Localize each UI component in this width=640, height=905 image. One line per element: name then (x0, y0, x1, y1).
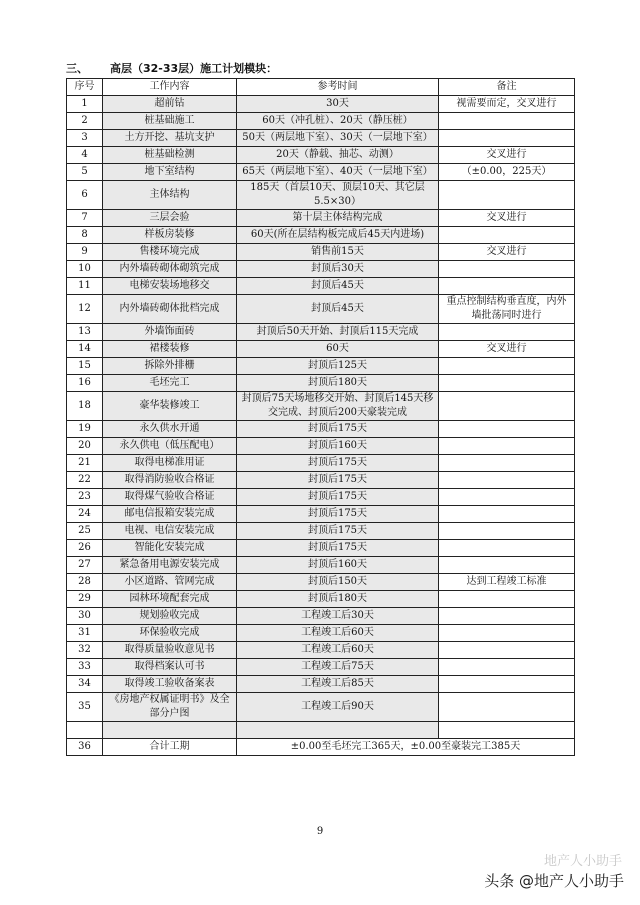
table-row (67, 181, 575, 210)
cell-note: （±0.00，225天） (439, 164, 575, 181)
table-row (67, 358, 575, 375)
cell-note (439, 693, 575, 722)
table-row (67, 676, 575, 693)
construction-plan-table (66, 78, 575, 756)
cell-no: 11 (67, 278, 103, 295)
cell-task: 内外墙砖砌体砌筑完成 (103, 261, 237, 278)
page-number: 9 (316, 826, 324, 837)
cell-time: 销售前15天 (237, 244, 439, 261)
cell-task: 售楼环境完成 (103, 244, 237, 261)
cell-time: 50天（两层地下室）、30天（一层地下室） (237, 130, 439, 147)
cell-no: 25 (67, 523, 103, 540)
cell-task: 永久供电（低压配电） (103, 438, 237, 455)
table-row (67, 147, 575, 164)
table-row (67, 295, 575, 324)
table-row (67, 438, 575, 455)
cell-task: 裙楼装修 (103, 341, 237, 358)
cell-no: 15 (67, 358, 103, 375)
cell-task: 取得消防验收合格证 (103, 472, 237, 489)
cell-task: 桩基础施工 (103, 113, 237, 130)
cell-note (439, 227, 575, 244)
cell-note: 重点控制结构垂直度，内外墙批荡同时进行 (439, 295, 575, 324)
cell-no: 32 (67, 642, 103, 659)
cell-time: 封顶后45天 (237, 278, 439, 295)
cell-time: 封顶后175天 (237, 506, 439, 523)
cell-no: 7 (67, 210, 103, 227)
cell-no: 21 (67, 455, 103, 472)
cell-no: 4 (67, 147, 103, 164)
cell-no: 6 (67, 181, 103, 210)
cell-time: 封顶后175天 (237, 472, 439, 489)
cell-no: 12 (67, 295, 103, 324)
table-row (67, 210, 575, 227)
cell-no: 26 (67, 540, 103, 557)
cell-task: 地下室结构 (103, 164, 237, 181)
cell-time: 封顶后175天 (237, 421, 439, 438)
cell-no: 3 (67, 130, 103, 147)
cell-time: 工程竣工后75天 (237, 659, 439, 676)
cell-time: 封顶后175天 (237, 540, 439, 557)
cell-no: 23 (67, 489, 103, 506)
cell-time: 封顶后180天 (237, 375, 439, 392)
table-row (67, 591, 575, 608)
cell-time: 封顶后160天 (237, 557, 439, 574)
cell-task: 取得质量验收意见书 (103, 642, 237, 659)
cell-no: 14 (67, 341, 103, 358)
cell-time: 封顶后45天 (237, 295, 439, 324)
cell-time: 工程竣工后90天 (237, 693, 439, 722)
cell-note (439, 455, 575, 472)
cell-no: 1 (67, 96, 103, 113)
cell-task: 拆除外排栅 (103, 358, 237, 375)
cell-task: 豪华装修竣工 (103, 392, 237, 421)
table-header-row (67, 79, 575, 96)
cell-note (439, 375, 575, 392)
table-row (67, 375, 575, 392)
cell-time: 封顶后50天开始、封顶后115天完成 (237, 324, 439, 341)
table-row (67, 523, 575, 540)
header-task: 工作内容 (103, 79, 237, 96)
table-row (67, 642, 575, 659)
cell-task: 主体结构 (103, 181, 237, 210)
table-row (67, 722, 575, 739)
cell-task: 外墙饰面砖 (103, 324, 237, 341)
table-row (67, 164, 575, 181)
cell-time: 封顶后175天 (237, 523, 439, 540)
total-label: 合计工期 (103, 739, 237, 756)
cell-task: 紧急备用电源安装完成 (103, 557, 237, 574)
cell-note (439, 676, 575, 693)
cell-note (439, 358, 575, 375)
cell-time: 工程竣工后60天 (237, 625, 439, 642)
section-number: 三、 (66, 62, 88, 75)
cell-time: 封顶后30天 (237, 261, 439, 278)
table-row (67, 625, 575, 642)
table-row (67, 693, 575, 722)
cell-no: 30 (67, 608, 103, 625)
cell-task: 内外墙砖砌体批档完成 (103, 295, 237, 324)
cell-note: 交叉进行 (439, 210, 575, 227)
cell-note: 交叉进行 (439, 244, 575, 261)
table-row (67, 659, 575, 676)
cell-time: 60天(所在层结构板完成后45天内进场) (237, 227, 439, 244)
total-no: 36 (67, 739, 103, 756)
cell-no: 18 (67, 392, 103, 421)
table-row (67, 392, 575, 421)
section-heading (66, 60, 277, 76)
table-row (67, 421, 575, 438)
cell-no: 35 (67, 693, 103, 722)
total-value: ±0.00至毛坯完工365天，±0.00至豪装完工385天 (237, 739, 575, 756)
cell-note (439, 722, 575, 739)
cell-note (439, 489, 575, 506)
table-row (67, 506, 575, 523)
cell-no: 8 (67, 227, 103, 244)
table-row (67, 96, 575, 113)
cell-task: 样板房装修 (103, 227, 237, 244)
table-row (67, 324, 575, 341)
table-row (67, 489, 575, 506)
table-row (67, 341, 575, 358)
cell-note (439, 324, 575, 341)
cell-task: 智能化安装完成 (103, 540, 237, 557)
cell-note: 交叉进行 (439, 147, 575, 164)
cell-task: 园林环境配套完成 (103, 591, 237, 608)
header-note: 备注 (439, 79, 575, 96)
cell-no: 29 (67, 591, 103, 608)
table-row (67, 227, 575, 244)
cell-note (439, 438, 575, 455)
cell-time (237, 722, 439, 739)
cell-time: 工程竣工后30天 (237, 608, 439, 625)
cell-no: 27 (67, 557, 103, 574)
cell-time: 30天 (237, 96, 439, 113)
header-time: 参考时间 (237, 79, 439, 96)
cell-no: 10 (67, 261, 103, 278)
cell-task: 环保验收完成 (103, 625, 237, 642)
table-row (67, 113, 575, 130)
cell-no: 22 (67, 472, 103, 489)
table-row (67, 472, 575, 489)
cell-note: 达到工程竣工标准 (439, 574, 575, 591)
cell-note (439, 261, 575, 278)
cell-task (103, 722, 237, 739)
cell-task: 永久供水开通 (103, 421, 237, 438)
cell-time: 封顶后180天 (237, 591, 439, 608)
cell-no: 9 (67, 244, 103, 261)
cell-no: 19 (67, 421, 103, 438)
cell-no: 16 (67, 375, 103, 392)
cell-time: 第十层主体结构完成 (237, 210, 439, 227)
cell-no: 13 (67, 324, 103, 341)
cell-note (439, 421, 575, 438)
cell-task: 取得电梯准用证 (103, 455, 237, 472)
cell-time: 工程竣工后85天 (237, 676, 439, 693)
cell-no: 2 (67, 113, 103, 130)
cell-note (439, 523, 575, 540)
table-row (67, 574, 575, 591)
cell-time: 工程竣工后60天 (237, 642, 439, 659)
cell-time: 封顶后175天 (237, 455, 439, 472)
cell-no: 28 (67, 574, 103, 591)
cell-task: 土方开挖、基坑支护 (103, 130, 237, 147)
cell-task: 规划验收完成 (103, 608, 237, 625)
cell-note (439, 181, 575, 210)
cell-task: 超前钻 (103, 96, 237, 113)
cell-note (439, 113, 575, 130)
watermark-text: 头条 @地产人小助手 (484, 872, 624, 890)
cell-task: 电视、电信安装完成 (103, 523, 237, 540)
table-row (67, 455, 575, 472)
cell-task: 取得档案认可书 (103, 659, 237, 676)
cell-time: 封顶后75天场地移交开始、封顶后145天移交完成、封顶后200天豪装完成 (237, 392, 439, 421)
cell-time: 封顶后160天 (237, 438, 439, 455)
cell-time: 185天（首层10天、顶层10天、其它层5.5×30） (237, 181, 439, 210)
cell-time: 60天 (237, 341, 439, 358)
cell-task: 邮电信报箱安装完成 (103, 506, 237, 523)
cell-no (67, 722, 103, 739)
cell-note (439, 557, 575, 574)
cell-task: 毛坯完工 (103, 375, 237, 392)
cell-task: 取得煤气验收合格证 (103, 489, 237, 506)
table-row (67, 278, 575, 295)
cell-time: 60天（冲孔桩）、20天（静压桩） (237, 113, 439, 130)
cell-note (439, 392, 575, 421)
cell-task: 三层会验 (103, 210, 237, 227)
cell-note (439, 278, 575, 295)
cell-no: 34 (67, 676, 103, 693)
cell-task: 取得竣工验收备案表 (103, 676, 237, 693)
cell-note: 交叉进行 (439, 341, 575, 358)
table-row (67, 130, 575, 147)
table-row (67, 540, 575, 557)
watermark (484, 854, 624, 891)
cell-note (439, 642, 575, 659)
cell-task: 桩基础检测 (103, 147, 237, 164)
cell-note (439, 608, 575, 625)
cell-time: 65天（两层地下室）、40天（一层地下室） (237, 164, 439, 181)
cell-no: 33 (67, 659, 103, 676)
cell-time: 20天（静载、抽芯、动测） (237, 147, 439, 164)
table-row (67, 244, 575, 261)
cell-time: 封顶后150天 (237, 574, 439, 591)
table-row (67, 261, 575, 278)
cell-note (439, 625, 575, 642)
header-no: 序号 (67, 79, 103, 96)
table-row (67, 608, 575, 625)
cell-note (439, 472, 575, 489)
cell-note: 视需要而定，交叉进行 (439, 96, 575, 113)
watermark-ghost: 地产人小助手 (543, 854, 622, 869)
cell-task: 电梯安装场地移交 (103, 278, 237, 295)
cell-no: 5 (67, 164, 103, 181)
cell-note (439, 591, 575, 608)
cell-no: 24 (67, 506, 103, 523)
cell-no: 31 (67, 625, 103, 642)
total-row (67, 739, 575, 756)
cell-task: 小区道路、管网完成 (103, 574, 237, 591)
table-row (67, 557, 575, 574)
section-title: 高层（32-33层）施工计划模块： (110, 62, 278, 75)
cell-note (439, 506, 575, 523)
cell-note (439, 540, 575, 557)
cell-time: 封顶后125天 (237, 358, 439, 375)
cell-task: 《房地产权属证明书》及全部分户图 (103, 693, 237, 722)
cell-note (439, 659, 575, 676)
cell-no: 20 (67, 438, 103, 455)
cell-note (439, 130, 575, 147)
cell-time: 封顶后175天 (237, 489, 439, 506)
